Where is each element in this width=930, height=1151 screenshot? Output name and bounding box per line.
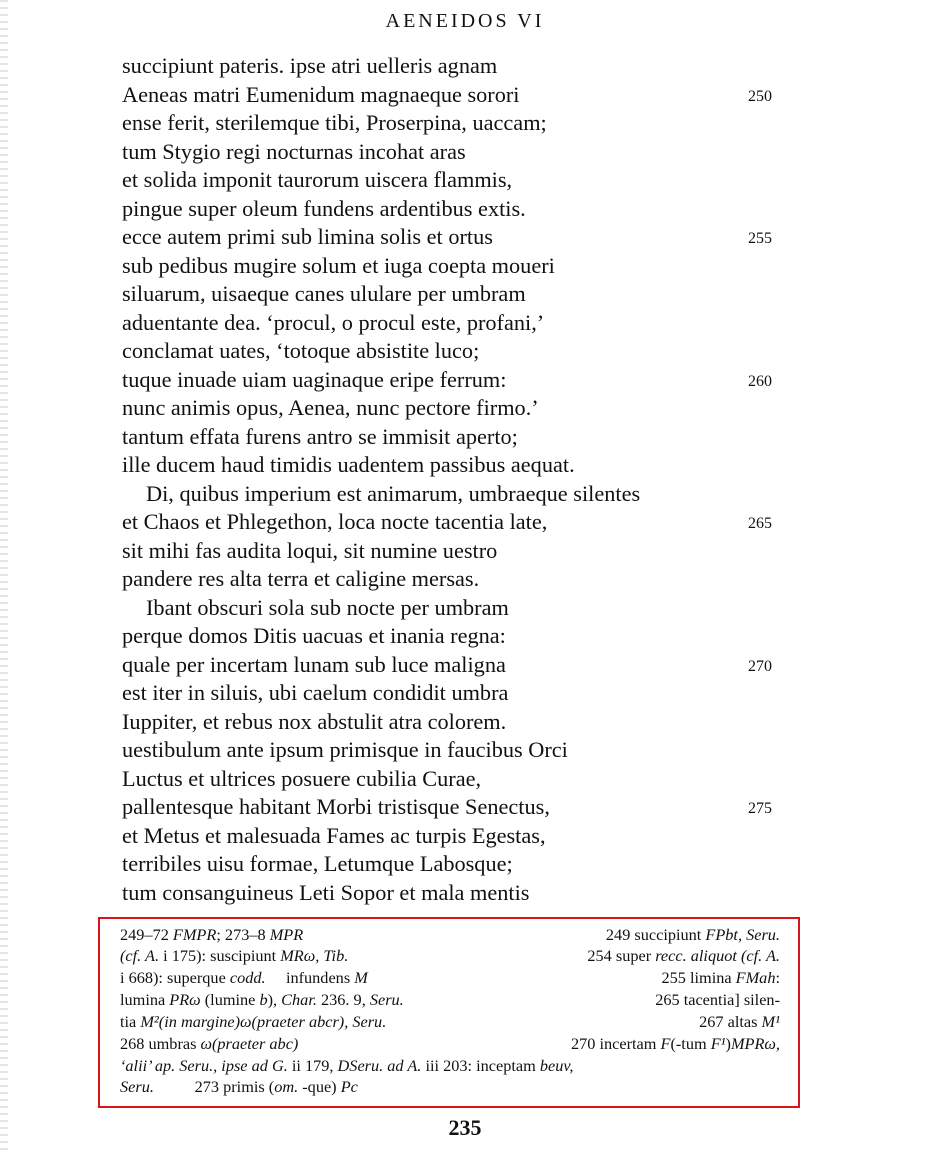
apparatus-text: i 175): suscipiunt	[159, 946, 281, 965]
apparatus-text: infundens	[265, 968, 355, 987]
apparatus-text: -que)	[298, 1077, 341, 1096]
apparatus-siglum: MPRω,	[730, 1034, 780, 1053]
apparatus-siglum: M²(in margine)ω(praeter abcr), Seru.	[140, 1012, 387, 1031]
verse-block	[0, 52, 930, 922]
verse-line: siluarum, uisaeque canes ululare per umbram	[122, 281, 526, 306]
verse-line: quale per incertam lunam sub luce maligna	[122, 651, 506, 677]
verse-line: ense ferit, sterilemque tibi, Proserpina, uaccam;	[122, 110, 547, 135]
apparatus-text: 270 incertam	[571, 1034, 661, 1053]
verse-line: tantum effata furens antro se immisit aperto;	[122, 423, 518, 449]
apparatus-text: )	[725, 1034, 731, 1053]
line-number: 260	[748, 372, 772, 390]
apparatus-entry	[120, 1056, 573, 1076]
apparatus-text: 236. 9,	[316, 990, 370, 1009]
apparatus-siglum: M	[354, 968, 368, 987]
verse-line: pallentesque habitant Morbi tristisque Senectus,	[122, 794, 550, 819]
verse-line: tum consanguineus Leti Sopor et mala mentis	[122, 879, 530, 905]
verse-line: ecce autem primi sub limina solis et ortus	[122, 224, 493, 249]
apparatus-siglum: F	[660, 1034, 671, 1053]
verse-line: Ibant obscuri sola sub nocte per umbram	[146, 594, 509, 620]
apparatus-text: ii 179,	[287, 1056, 338, 1075]
verse-line: Luctus et ultrices posuere cubilia Curae,	[122, 765, 482, 791]
apparatus-entry	[571, 1034, 780, 1054]
verse-line: Di, quibus imperium est animarum, umbraeque silentes	[146, 480, 641, 506]
apparatus-siglum: Char.	[281, 990, 317, 1009]
page-number: 235	[448, 1115, 482, 1140]
apparatus-entry	[662, 968, 781, 988]
apparatus-text: 249–72	[120, 925, 173, 944]
verse-line: aduentante dea. ‘procul, o procul este, profani,’	[122, 309, 545, 335]
apparatus-siglum: MPR	[269, 925, 304, 944]
running-head: AENEIDOS VI	[385, 10, 545, 32]
verse-line: et Metus et malesuada Fames ac turpis Egestas,	[122, 822, 546, 848]
apparatus-entry	[120, 946, 348, 966]
apparatus-siglum: FPbt, Seru.	[705, 925, 780, 944]
apparatus-siglum: FMah	[735, 968, 776, 987]
verse-line: Iuppiter, et rebus nox abstulit atra colorem.	[122, 708, 507, 734]
line-number: 255	[748, 230, 772, 247]
line-number: 265	[748, 515, 772, 532]
line-number: 250	[748, 87, 772, 105]
apparatus-entry	[120, 1077, 358, 1097]
apparatus-siglum: codd.	[229, 968, 266, 987]
apparatus-siglum: M¹	[761, 1012, 780, 1031]
verse-line: succipiunt pateris. ipse atri uelleris agnam	[122, 53, 498, 78]
verse-line: et Chaos et Phlegethon, loca nocte tacentia late,	[122, 509, 548, 534]
verse-line: Aeneas matri Eumenidum magnaeque sorori	[122, 81, 520, 107]
apparatus-siglum: Seru.	[369, 990, 404, 1009]
apparatus-text: (-tum	[670, 1034, 711, 1053]
apparatus-siglum: ω(praeter abc)	[200, 1034, 299, 1053]
verse-line: pandere res alta terra et caligine mersas.	[122, 566, 480, 591]
apparatus-text: 249 succipiunt	[605, 925, 706, 944]
apparatus-text: i 668): superque	[120, 968, 230, 987]
line-number: 275	[748, 800, 772, 817]
apparatus-text: ),	[267, 990, 282, 1009]
apparatus-text: iii 203: inceptam	[421, 1056, 540, 1075]
apparatus-siglum: (cf. A.	[120, 946, 160, 965]
apparatus-siglum: om.	[274, 1077, 299, 1096]
verse-line: est iter in siluis, ubi caelum condidit umbra	[122, 680, 509, 705]
apparatus-text: (lumine	[200, 990, 260, 1009]
apparatus-siglum: Pc	[340, 1077, 358, 1096]
verse-line: sit mihi fas audita loqui, sit numine uestro	[122, 537, 498, 563]
apparatus-entry	[120, 925, 303, 945]
apparatus-siglum: DSeru. ad A.	[337, 1056, 422, 1075]
apparatus-text: 273 primis (	[153, 1077, 275, 1096]
apparatus-text: :	[775, 968, 780, 987]
verse-line: uestibulum ante ipsum primisque in faucibus Orci	[122, 737, 568, 762]
apparatus-siglum: ‘alii’ ap. Seru., ipse ad G.	[120, 1056, 288, 1075]
apparatus-text: 254 super	[587, 946, 656, 965]
apparatus-siglum: FMPR	[172, 925, 217, 944]
apparatus-text: tia	[120, 1012, 141, 1031]
verse-line: et solida imponit taurorum uiscera flammis,	[122, 167, 513, 192]
apparatus-siglum: F¹	[710, 1034, 726, 1053]
verse-line: pingue super oleum fundens ardentibus extis.	[122, 195, 526, 221]
apparatus-text: 265 tacentia] silen-	[655, 990, 780, 1009]
apparatus-siglum: beuv,	[539, 1056, 574, 1075]
apparatus-text: 255 limina	[661, 968, 736, 987]
apparatus-siglum: PRω	[169, 990, 201, 1009]
apparatus-entry	[587, 946, 780, 966]
apparatus-entry	[699, 1012, 780, 1032]
apparatus-siglum: recc. aliquot (cf. A.	[655, 946, 780, 965]
verse-line: conclamat uates, ‘totoque absistite luco;	[122, 338, 480, 363]
verse-line: sub pedibus mugire solum et iuga coepta moueri	[122, 252, 555, 278]
verse-line: tum Stygio regi nocturnas incohat aras	[122, 138, 466, 164]
verse-line: perque domos Ditis uacuas et inania regna:	[122, 623, 506, 648]
apparatus-siglum: b	[259, 990, 268, 1009]
verse-line: terribiles uisu formae, Letumque Labosque;	[122, 851, 513, 876]
apparatus-entry	[120, 968, 368, 988]
verse-line: nunc animis opus, Aenea, nunc pectore firmo.’	[122, 395, 539, 420]
apparatus-entry	[120, 1034, 298, 1054]
apparatus-entry	[120, 990, 404, 1010]
apparatus-entry	[606, 925, 780, 945]
apparatus-text: ; 273–8	[216, 925, 270, 944]
apparatus-text: lumina	[120, 990, 170, 1009]
line-number: 270	[748, 657, 772, 675]
apparatus-siglum: MRω, Tib.	[280, 946, 349, 965]
verse-line: ille ducem haud timidis uadentem passibus aequat.	[122, 452, 575, 477]
apparatus-entry	[120, 1012, 386, 1032]
apparatus-entry	[655, 990, 780, 1010]
apparatus-siglum: Seru.	[120, 1077, 154, 1096]
verse-line: tuque inuade uiam uaginaque eripe ferrum:	[122, 366, 507, 392]
apparatus-text: 268 umbras	[120, 1034, 201, 1053]
apparatus-text: 267 altas	[699, 1012, 762, 1031]
